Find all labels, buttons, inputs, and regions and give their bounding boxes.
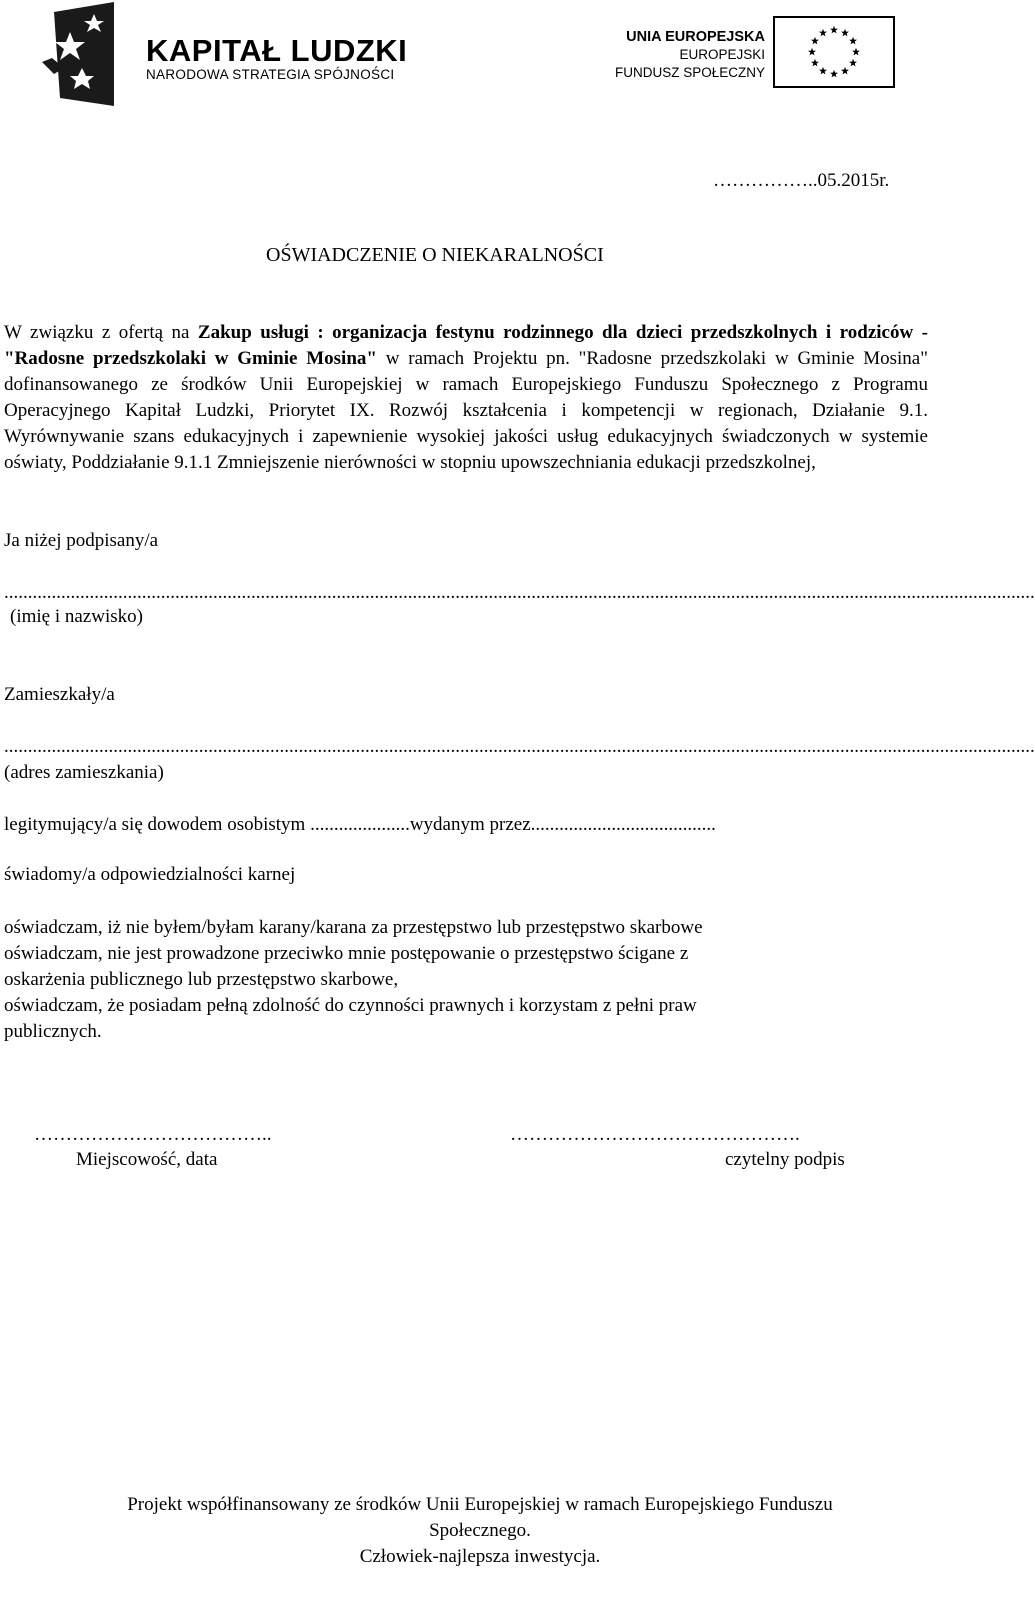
kapital-ludzki-logo-name: KAPITAŁ LUDZKI xyxy=(146,33,408,68)
footer xyxy=(0,1492,960,1570)
signature-caption: czytelny podpis xyxy=(725,1149,845,1170)
address-caption: (adres zamieszkania) xyxy=(4,762,164,783)
kapital-ludzki-logo-subtitle: NARODOWA STRATEGIA SPÓJNOŚCI xyxy=(146,67,395,82)
eu-logo-text xyxy=(600,28,765,82)
id-label: legitymujący/a się dowodem osobistym xyxy=(4,814,311,835)
undersigned-label: Ja niżej podpisany/a xyxy=(4,530,159,551)
name-input-line[interactable]: ......................................................................................................................................................................................................................... xyxy=(4,582,1035,603)
intro-text-rest: w ramach Projektu pn. "Radosne przedszkolaki w Gminie Mosina" dofinansowanego ze środków Unii Europejskiej w ramach Europejskiego Funduszu Społecznego z Programu Operacyjnego Kapitał Ludzki, Priorytet IX. Rozwój kształcenia i kompetencji w regionach, Działanie 9.1. Wyrównywanie szans edukacyjnych i zapewnienie wysokiej jakości usług edukacyjnych świadczonych w systemie oświaty, Poddziałanie 9.1.1 Zmniejszenie nierówności w stopniu upowszechniania edukacji przedszkolnej, xyxy=(4,348,928,473)
eu-flag-icon xyxy=(773,16,895,88)
intro-order-subject: Zakup usługi : organizacja festynu rodzinnego dla dzieci przedszkolnych i rodziców - "Radosne przedszkolaki w Gminie Mosina" xyxy=(4,322,928,369)
eu-logo-line1: UNIA EUROPEJSKA xyxy=(626,29,765,45)
place-date-field[interactable]: ……………………………….. xyxy=(34,1124,272,1145)
intro-text-start: W związku z ofertą na xyxy=(4,322,198,343)
eu-logo-line2: EUROPEJSKI xyxy=(679,47,765,62)
declaration-line: oskarżenia publicznego lub przestępstwo skarbowe, xyxy=(4,969,399,990)
declaration-line: publicznych. xyxy=(4,1021,102,1042)
eu-logo-line3: FUNDUSZ SPOŁECZNY xyxy=(614,65,765,80)
issuer-field[interactable]: ....................................... xyxy=(530,814,716,835)
awareness-line: świadomy/a odpowiedzialności karnej xyxy=(4,864,296,885)
document-title: OŚWIADCZENIE O NIEKARALNOŚCI xyxy=(266,244,604,266)
footer-line3: Człowiek-najlepsza inwestycja. xyxy=(359,1546,601,1567)
id-line xyxy=(4,812,716,838)
intro-paragraph xyxy=(4,320,928,476)
residence-label: Zamieszkały/a xyxy=(4,684,115,705)
declaration-line: oświadczam, nie jest prowadzone przeciwko mnie postępowanie o przestępstwo ścigane z xyxy=(4,943,689,964)
place-date-caption: Miejscowość, data xyxy=(76,1149,218,1170)
footer-line1: Projekt współfinansowany ze środków Unii Europejskiej w ramach Europejskiego Funduszu xyxy=(127,1494,833,1515)
declaration-line: oświadczam, że posiadam pełną zdolność do czynności prawnych i korzystam z pełni praw xyxy=(4,995,697,1016)
declaration-line: oświadczam, iż nie byłem/byłam karany/karana za przestępstwo lub przestępstwo skarbowe xyxy=(4,917,703,938)
footer-line2: Społecznego. xyxy=(429,1520,531,1541)
name-caption: (imię i nazwisko) xyxy=(10,606,143,627)
id-number-field[interactable]: ..................... xyxy=(310,814,410,835)
date-line: ……………..05.2015r. xyxy=(713,170,890,191)
kapital-ludzki-logo-icon xyxy=(42,2,114,106)
signature-field[interactable]: ………………………………………. xyxy=(510,1124,800,1145)
address-input-line[interactable]: ......................................................................................................................................................................................................................... xyxy=(4,736,1035,757)
issuer-label: wydanym przez xyxy=(409,814,531,835)
